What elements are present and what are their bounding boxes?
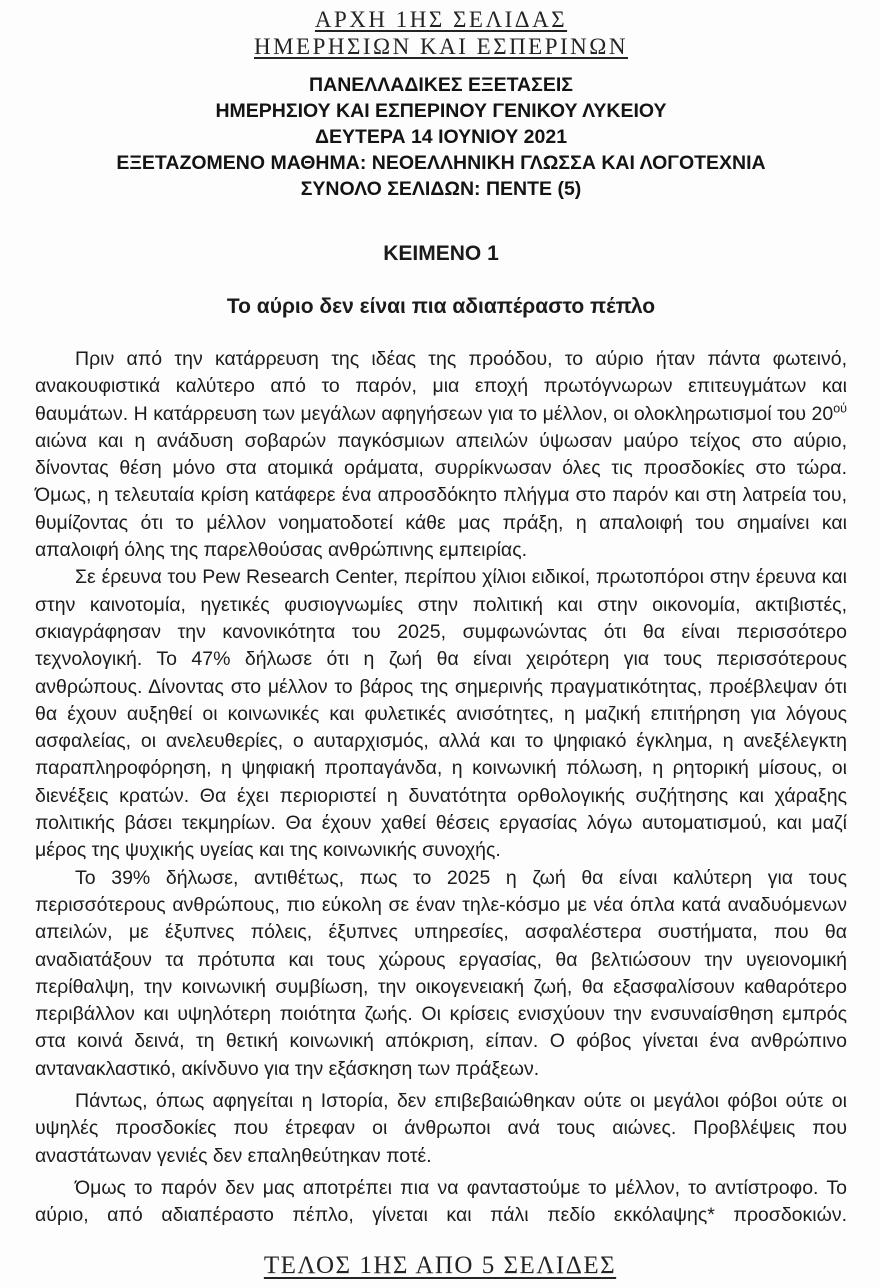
school-type-line: ΗΜΕΡΗΣΙΩΝ ΚΑΙ ΕΣΠΕΡΙΝΩΝ [254,34,628,59]
paragraph-5: Όμως το παρόν δεν μας αποτρέπει πια να φανταστούμε το μέλλον, το αντίστροφο. Το αύριο, από αδιαπέραστο πέπλο, γίνεται και πάλι πεδίο εκκόλαψης* προσδοκιών. [35,1176,847,1227]
paragraph-1-pre: Πριν από την κατάρρευση της ιδέας της προόδου, το αύριο ήταν πάντα φωτεινό, ανακουφιστικά καλύτερο από το παρόν, μια εποχή πρωτόγνωρων επιτευγμάτων και θαυμάτων. Η κατάρρευση των μεγάλων αφηγήσεων για το μέλλον, οι ολοκληρωτισμοί του 20 [35,348,847,425]
text-body [35,346,847,1230]
exam-info-school: ΗΜΕΡΗΣΙΟΥ ΚΑΙ ΕΣΠΕΡΙΝΟΥ ΓΕΝΙΚΟΥ ΛΥΚΕΙΟΥ [215,100,667,122]
paragraph-4: Πάντως, όπως αφηγείται η Ιστορία, δεν επιβεβαιώθηκαν ούτε οι μεγάλοι φόβοι ούτε οι υψηλές προσδοκίες που έτρεφαν οι άνθρωποι ανά τους αιώνες. Προβλέψεις που αναστάτωναν γενιές δεν επαληθεύτηκαν ποτέ. [35,1090,847,1167]
exam-info-date: ΔΕΥΤΕΡΑ 14 ΙΟΥΝΙΟΥ 2021 [314,126,568,148]
ordinal-superscript: ού [833,401,847,416]
page-end-marker: ΤΕΛΟΣ 1ΗΣ ΑΠΟ 5 ΣΕΛΙΔΕΣ [263,1252,617,1279]
page-start-line: ΑΡΧΗ 1ΗΣ ΣΕΛΙΔΑΣ [314,7,568,32]
paragraph-3: Το 39% δήλωσε, αντιθέτως, πως το 2025 η ζωή θα είναι καλύτερη για τους περισσότερους ανθρώπους, πιο εύκολη σε έναν τηλε-κόσμο με νέα όπλα κατά αναδυόμενων απειλών, με έξυπνες πόλεις, έξυπνες υπηρεσίες, ασφαλέστερα συστήματα, που θα αναδιατάξουν τα πρότυπα και τους χώρους εργασίας, θα βελτιώσουν την υγειονομική περίθαλψη, την κοινωνική συμβίωση, την οικογενειακή ζωή, θα εξασφαλίσουν καθαρότερο περιβάλλον και υψηλότερη ποιότητα ζωής. Οι κρίσεις ενισχύουν την ενσυναίσθηση εμπρός στα κοινά δεινά, τη θετική κοινωνική απόκριση, είπαν. Ο φόβος γίνεται ένα ανθρώπινο αντανακλαστικό, ακίνδυνο για την εξάσκηση των πράξεων. [35,866,847,1080]
exam-info-subject: ΕΞΕΤΑΖΟΜΕΝΟ ΜΑΘΗΜΑ: ΝΕΟΕΛΛΗΝΙΚΗ ΓΛΩΣΣΑ ΚΑΙ ΛΟΓΟΤΕΧΝΙΑ [116,152,766,174]
paragraph-1-post: αιώνα και η ανάδυση σοβαρών παγκόσμιων απειλών ύψωσαν μαύρο τείχος στο αύριο, δίνοντας θέση μόνο στα ατομικά οράματα, συρρίκνωσαν όλες τις προσδοκίες στο τώρα. Όμως, η τελευταία κρίση κατάφερε ένα απροσδόκητο πλήγμα στο παρόν και στη λατρεία του, θυμίζοντας ότι το μέλλον νοηματοδοτεί κάθε μας πράξη, η απαλοιφή του σημαίνει και απαλοιφή όλης της παρελθούσας ανθρώπινης εμπειρίας. [35,429,847,562]
paragraph-1 [35,346,847,564]
exam-info-block [35,72,847,202]
page-start-marker [35,6,847,60]
exam-info-pages: ΣΥΝΟΛΟ ΣΕΛΙΔΩΝ: ΠΕΝΤΕ (5) [300,178,582,200]
section-heading: ΚΕΙΜΕΝΟ 1 [383,242,499,265]
paragraph-2: Σε έρευνα του Pew Research Center, περίπου χίλιοι ειδικοί, πρωτοπόροι στην έρευνα και στην καινοτομία, ηγετικές φυσιογνωμίες στην πολιτική και στην οικονομία, ακτιβιστές, σκιαγράφησαν την κανονικότητα του 2025, συμφωνώντας ότι θα είναι περισσότερο τεχνολογική. Το 47% δήλωσε ότι η ζωή θα είναι χειρότερη για τους περισσότερους ανθρώπους. Δίνοντας στο μέλλον το βάρος της σημερινής πραγματικότητας, προέβλεψαν ότι θα έχουν αυξηθεί οι κοινωνικές και φυλετικές ανισότητες, η μαζική επιτήρηση για λόγους ασφαλείας, οι ανελευθερίες, ο αυταρχισμός, αλλά και το ψηφιακό έγκλημα, η ανεξέλεγκτη παραπληροφόρηση, η ψηφιακή προπαγάνδα, η κοινωνική πόλωση, η ρητορική μίσους, οι διενέξεις κρατών. Θα έχει περιοριστεί η δυνατότητα ορθολογικής συζήτησης και χάραξης πολιτικής βάσει τεκμηρίων. Θα έχουν χαθεί θέσεις εργασίας λόγω αυτοματισμού, και μαζί μέρος της ψυχικής υγείας και της κοινωνικής συνοχής. [35,566,847,862]
text-title: Το αύριο δεν είναι πια αδιαπέραστο πέπλο [226,295,656,318]
exam-info-title: ΠΑΝΕΛΛΑΔΙΚΕΣ ΕΞΕΤΑΣΕΙΣ [309,74,573,96]
